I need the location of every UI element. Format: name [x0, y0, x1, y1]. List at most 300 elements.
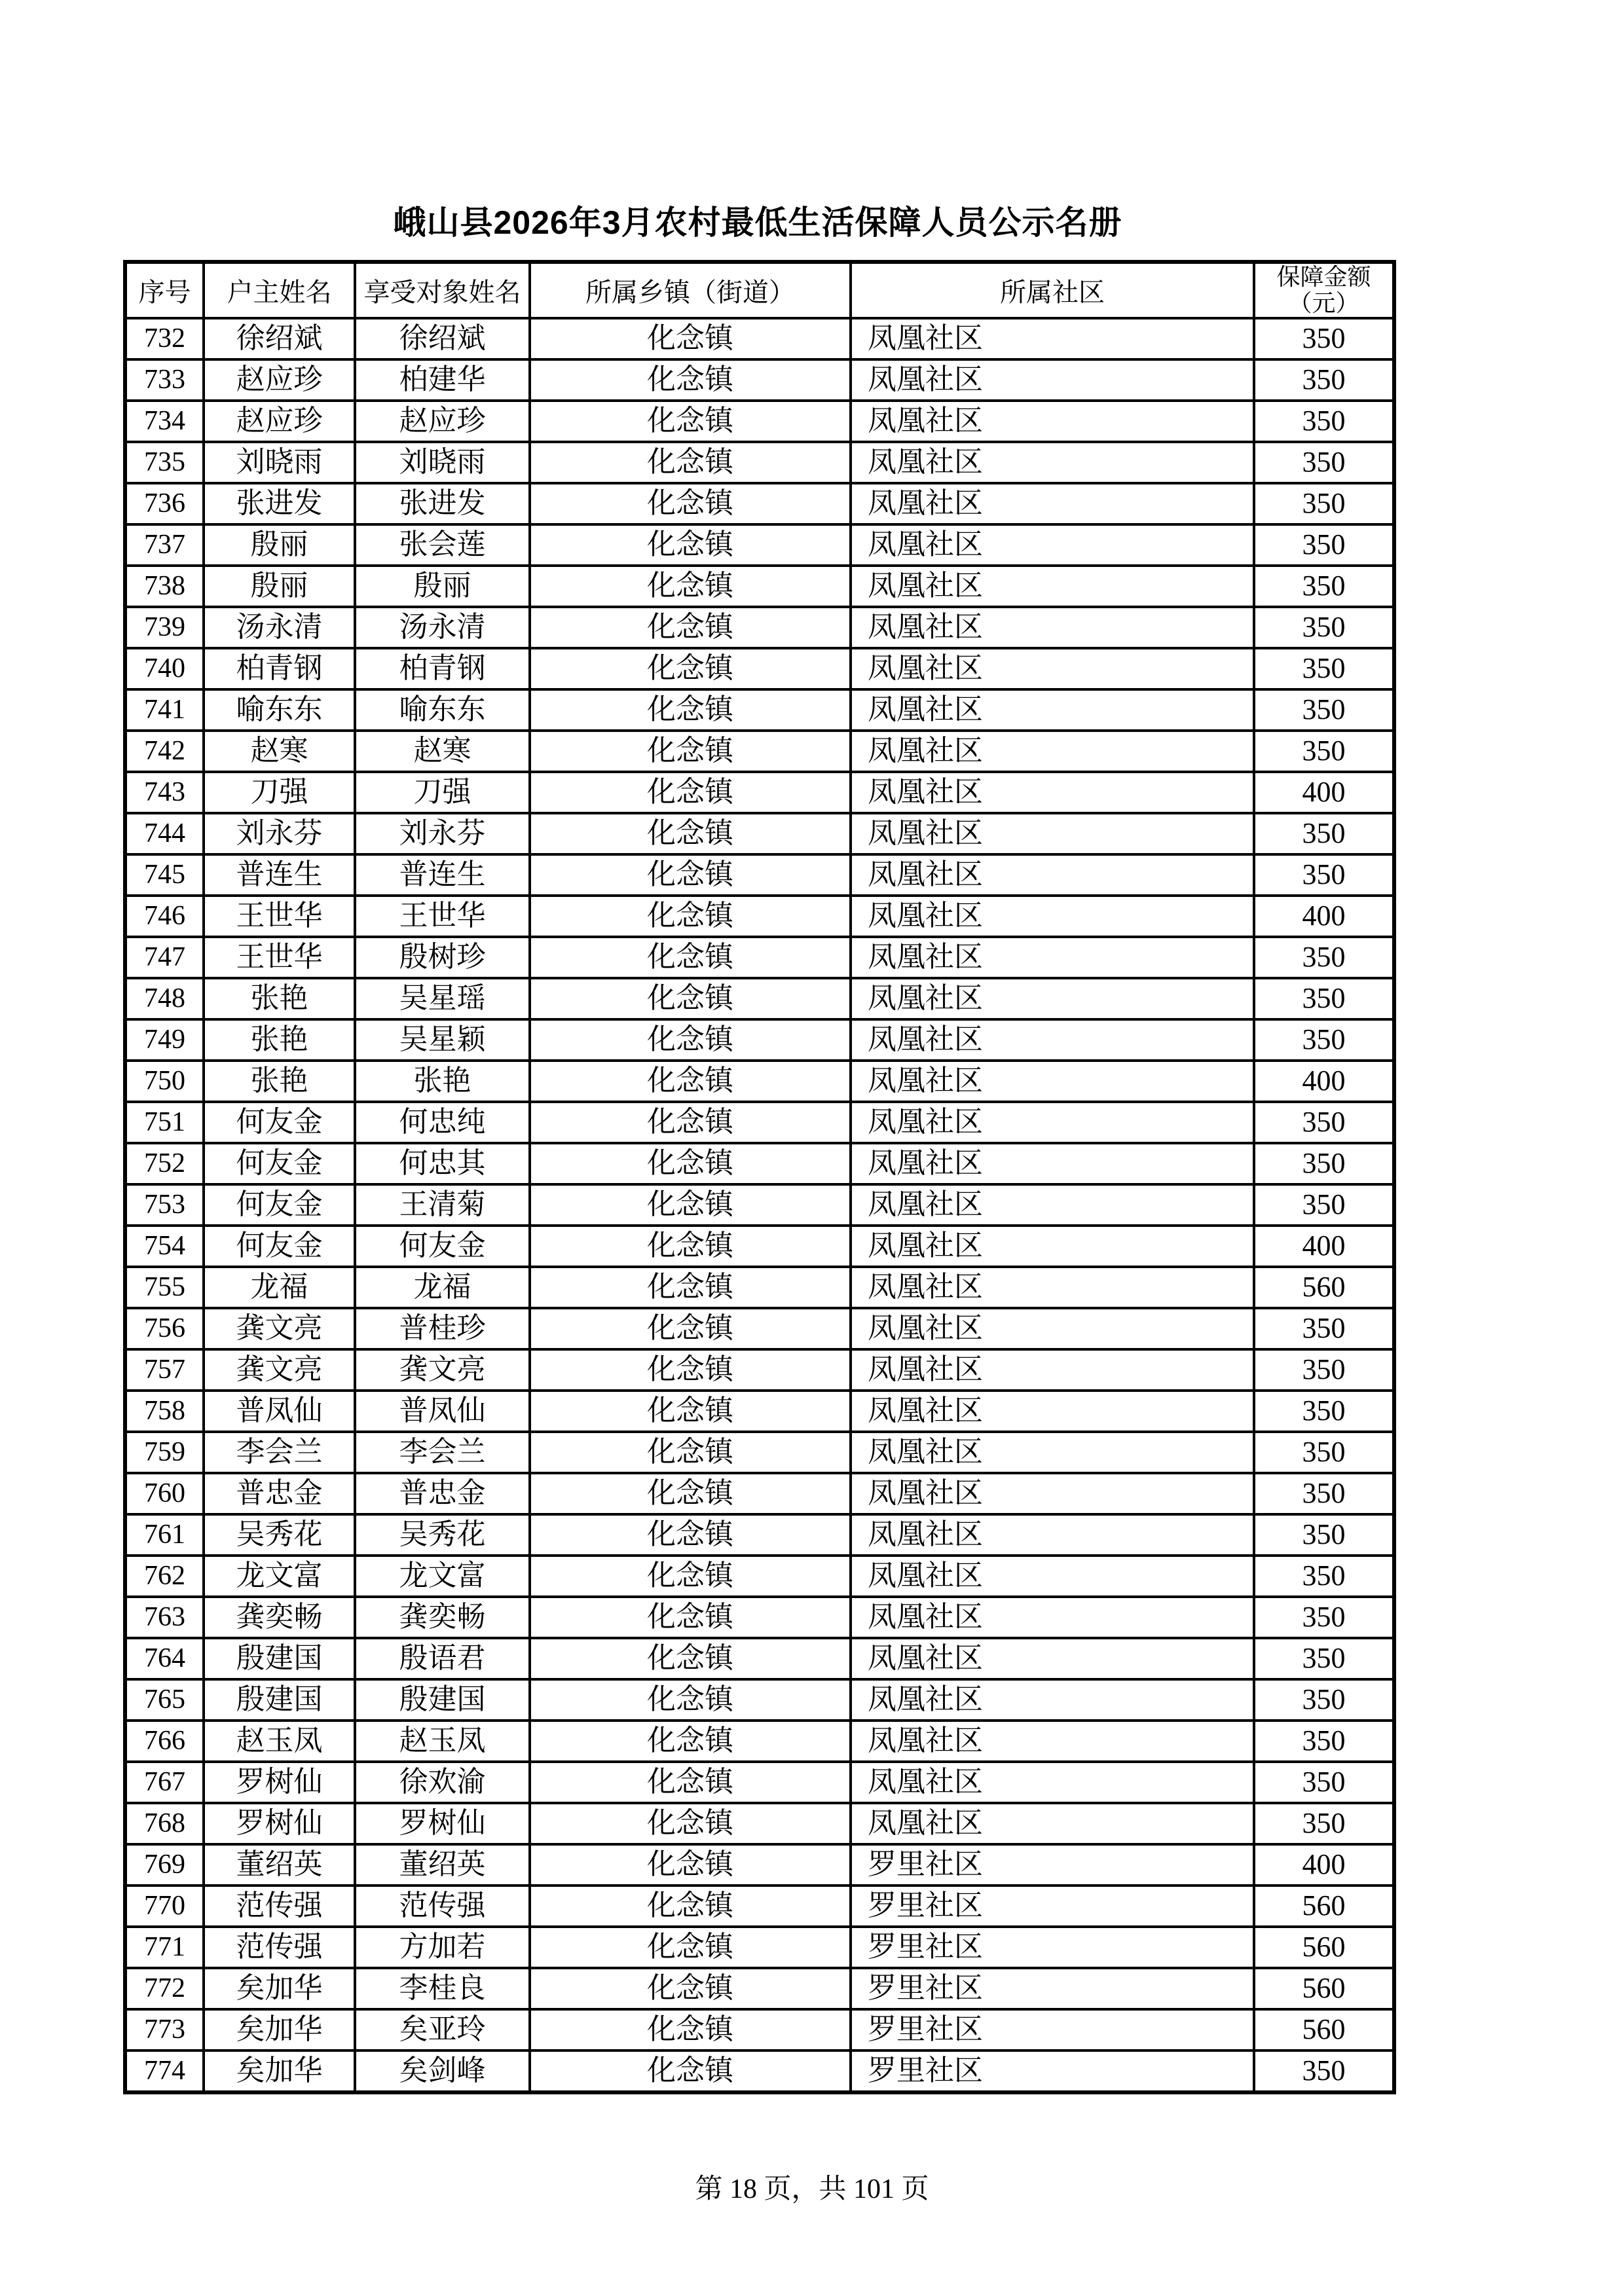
cell-amount: 350 [1254, 1597, 1394, 1638]
cell-amount: 350 [1254, 442, 1394, 483]
cell-beneficiary: 李会兰 [355, 1432, 530, 1473]
cell-beneficiary: 吴秀花 [355, 1514, 530, 1556]
cell-beneficiary: 吴星颖 [355, 1019, 530, 1061]
cell-amount: 350 [1254, 1803, 1394, 1844]
cell-householder: 普忠金 [204, 1473, 355, 1514]
cell-amount: 350 [1254, 1473, 1394, 1514]
cell-householder: 张艳 [204, 1019, 355, 1061]
cell-town: 化念镇 [530, 813, 851, 854]
header-row [125, 262, 1394, 318]
cell-amount: 350 [1254, 2050, 1394, 2092]
cell-community: 罗里社区 [851, 2009, 1254, 2050]
cell-amount: 350 [1254, 813, 1394, 854]
cell-serial: 760 [125, 1473, 204, 1514]
cell-beneficiary: 龚奕畅 [355, 1597, 530, 1638]
cell-householder: 普连生 [204, 854, 355, 896]
cell-amount: 400 [1254, 1844, 1394, 1886]
cell-beneficiary: 张艳 [355, 1061, 530, 1102]
table-row [125, 937, 1394, 978]
cell-beneficiary: 喻东东 [355, 689, 530, 731]
table-row [125, 1679, 1394, 1721]
cell-beneficiary: 赵应珍 [355, 401, 530, 442]
cell-town: 化念镇 [530, 1061, 851, 1102]
cell-town: 化念镇 [530, 1391, 851, 1432]
cell-community: 凤凰社区 [851, 1762, 1254, 1803]
cell-beneficiary: 张会莲 [355, 524, 530, 566]
cell-community: 凤凰社区 [851, 813, 1254, 854]
table-row [125, 2050, 1394, 2092]
cell-householder: 殷丽 [204, 524, 355, 566]
cell-community: 凤凰社区 [851, 1432, 1254, 1473]
cell-amount: 350 [1254, 607, 1394, 648]
cell-serial: 749 [125, 1019, 204, 1061]
cell-beneficiary: 李桂良 [355, 1968, 530, 2009]
cell-community: 凤凰社区 [851, 1308, 1254, 1349]
cell-serial: 736 [125, 483, 204, 524]
cell-householder: 殷丽 [204, 566, 355, 607]
table-row [125, 1762, 1394, 1803]
cell-serial: 744 [125, 813, 204, 854]
cell-beneficiary: 普桂珍 [355, 1308, 530, 1349]
cell-beneficiary: 罗树仙 [355, 1803, 530, 1844]
cell-amount: 400 [1254, 772, 1394, 813]
table-row [125, 1968, 1394, 2009]
cell-beneficiary: 普忠金 [355, 1473, 530, 1514]
cell-town: 化念镇 [530, 1597, 851, 1638]
cell-serial: 771 [125, 1927, 204, 1968]
cell-householder: 张艳 [204, 1061, 355, 1102]
cell-town: 化念镇 [530, 1886, 851, 1927]
header-serial: 序号 [125, 262, 204, 318]
cell-amount: 400 [1254, 896, 1394, 937]
cell-town: 化念镇 [530, 1102, 851, 1143]
table-row [125, 1061, 1394, 1102]
table-row [125, 1721, 1394, 1762]
cell-community: 凤凰社区 [851, 1267, 1254, 1308]
cell-town: 化念镇 [530, 524, 851, 566]
table-row [125, 1267, 1394, 1308]
cell-community: 凤凰社区 [851, 1391, 1254, 1432]
cell-town: 化念镇 [530, 1143, 851, 1184]
cell-serial: 745 [125, 854, 204, 896]
cell-householder: 董绍英 [204, 1844, 355, 1886]
cell-householder: 殷建国 [204, 1679, 355, 1721]
table-row [125, 648, 1394, 689]
cell-community: 凤凰社区 [851, 896, 1254, 937]
cell-householder: 龙文富 [204, 1556, 355, 1597]
cell-town: 化念镇 [530, 2009, 851, 2050]
table-row [125, 1473, 1394, 1514]
cell-serial: 762 [125, 1556, 204, 1597]
cell-householder: 矣加华 [204, 2009, 355, 2050]
cell-amount: 560 [1254, 1927, 1394, 1968]
cell-amount: 560 [1254, 1968, 1394, 2009]
cell-community: 凤凰社区 [851, 854, 1254, 896]
cell-householder: 刘晓雨 [204, 442, 355, 483]
cell-town: 化念镇 [530, 1432, 851, 1473]
roster-table [123, 260, 1396, 2094]
cell-amount: 350 [1254, 854, 1394, 896]
table-row [125, 1184, 1394, 1226]
table-row [125, 1143, 1394, 1184]
cell-amount: 560 [1254, 2009, 1394, 2050]
cell-serial: 773 [125, 2009, 204, 2050]
cell-householder: 龚奕畅 [204, 1597, 355, 1638]
table-row [125, 896, 1394, 937]
cell-community: 凤凰社区 [851, 772, 1254, 813]
cell-community: 凤凰社区 [851, 1556, 1254, 1597]
cell-town: 化念镇 [530, 1267, 851, 1308]
cell-beneficiary: 赵寒 [355, 731, 530, 772]
cell-community: 凤凰社区 [851, 1061, 1254, 1102]
page-footer: 第 18 页，共 101 页 [695, 2174, 929, 2204]
cell-amount: 400 [1254, 1226, 1394, 1267]
cell-community: 凤凰社区 [851, 1638, 1254, 1679]
table-row [125, 2009, 1394, 2050]
cell-amount: 560 [1254, 1267, 1394, 1308]
cell-amount: 400 [1254, 1061, 1394, 1102]
cell-town: 化念镇 [530, 1844, 851, 1886]
cell-serial: 761 [125, 1514, 204, 1556]
cell-serial: 770 [125, 1886, 204, 1927]
header-community: 所属社区 [851, 262, 1254, 318]
table-row [125, 1597, 1394, 1638]
cell-community: 罗里社区 [851, 1886, 1254, 1927]
cell-town: 化念镇 [530, 978, 851, 1019]
cell-householder: 徐绍斌 [204, 318, 355, 359]
cell-householder: 王世华 [204, 896, 355, 937]
cell-householder: 张艳 [204, 978, 355, 1019]
table-row [125, 359, 1394, 401]
cell-town: 化念镇 [530, 1019, 851, 1061]
cell-householder: 罗树仙 [204, 1762, 355, 1803]
cell-amount: 350 [1254, 483, 1394, 524]
cell-householder: 刘永芬 [204, 813, 355, 854]
cell-community: 凤凰社区 [851, 689, 1254, 731]
cell-amount: 350 [1254, 1638, 1394, 1679]
table-row [125, 1803, 1394, 1844]
cell-beneficiary: 柏青钢 [355, 648, 530, 689]
cell-community: 凤凰社区 [851, 1803, 1254, 1844]
cell-amount: 350 [1254, 1514, 1394, 1556]
table-row [125, 1391, 1394, 1432]
cell-householder: 汤永清 [204, 607, 355, 648]
cell-town: 化念镇 [530, 1473, 851, 1514]
table-row [125, 566, 1394, 607]
cell-beneficiary: 赵玉凤 [355, 1721, 530, 1762]
cell-beneficiary: 龚文亮 [355, 1349, 530, 1391]
cell-serial: 754 [125, 1226, 204, 1267]
table-row [125, 442, 1394, 483]
cell-community: 凤凰社区 [851, 401, 1254, 442]
cell-town: 化念镇 [530, 1721, 851, 1762]
cell-community: 罗里社区 [851, 1927, 1254, 1968]
cell-town: 化念镇 [530, 483, 851, 524]
cell-beneficiary: 龙文富 [355, 1556, 530, 1597]
cell-serial: 772 [125, 1968, 204, 2009]
cell-community: 凤凰社区 [851, 1226, 1254, 1267]
cell-community: 凤凰社区 [851, 1597, 1254, 1638]
cell-serial: 774 [125, 2050, 204, 2092]
cell-serial: 750 [125, 1061, 204, 1102]
cell-householder: 矣加华 [204, 2050, 355, 2092]
cell-town: 化念镇 [530, 648, 851, 689]
header-amount-line2: （元） [1288, 290, 1359, 317]
cell-beneficiary: 殷语君 [355, 1638, 530, 1679]
cell-amount: 350 [1254, 1432, 1394, 1473]
cell-serial: 766 [125, 1721, 204, 1762]
cell-amount: 350 [1254, 1019, 1394, 1061]
cell-beneficiary: 吴星瑶 [355, 978, 530, 1019]
cell-town: 化念镇 [530, 1184, 851, 1226]
cell-beneficiary: 方加若 [355, 1927, 530, 1968]
cell-beneficiary: 龙福 [355, 1267, 530, 1308]
cell-beneficiary: 何忠其 [355, 1143, 530, 1184]
table-row [125, 1019, 1394, 1061]
cell-town: 化念镇 [530, 937, 851, 978]
cell-beneficiary: 矣剑峰 [355, 2050, 530, 2092]
cell-serial: 746 [125, 896, 204, 937]
cell-amount: 350 [1254, 1391, 1394, 1432]
cell-serial: 741 [125, 689, 204, 731]
cell-community: 凤凰社区 [851, 1473, 1254, 1514]
cell-beneficiary: 普凤仙 [355, 1391, 530, 1432]
cell-town: 化念镇 [530, 607, 851, 648]
cell-serial: 735 [125, 442, 204, 483]
cell-householder: 李会兰 [204, 1432, 355, 1473]
cell-serial: 757 [125, 1349, 204, 1391]
cell-beneficiary: 何忠纯 [355, 1102, 530, 1143]
cell-community: 凤凰社区 [851, 1019, 1254, 1061]
cell-town: 化念镇 [530, 1968, 851, 2009]
cell-amount: 350 [1254, 524, 1394, 566]
table-row [125, 731, 1394, 772]
cell-beneficiary: 董绍英 [355, 1844, 530, 1886]
cell-amount: 350 [1254, 731, 1394, 772]
cell-householder: 龚文亮 [204, 1349, 355, 1391]
cell-amount: 350 [1254, 1679, 1394, 1721]
cell-serial: 734 [125, 401, 204, 442]
cell-community: 凤凰社区 [851, 1349, 1254, 1391]
cell-beneficiary: 刘永芬 [355, 813, 530, 854]
cell-beneficiary: 殷树珍 [355, 937, 530, 978]
cell-town: 化念镇 [530, 2050, 851, 2092]
cell-amount: 350 [1254, 318, 1394, 359]
cell-town: 化念镇 [530, 854, 851, 896]
cell-amount: 350 [1254, 566, 1394, 607]
table-row [125, 1432, 1394, 1473]
cell-town: 化念镇 [530, 1927, 851, 1968]
cell-serial: 747 [125, 937, 204, 978]
header-amount [1254, 262, 1394, 318]
cell-serial: 758 [125, 1391, 204, 1432]
table-row [125, 772, 1394, 813]
cell-community: 凤凰社区 [851, 607, 1254, 648]
cell-community: 凤凰社区 [851, 318, 1254, 359]
cell-town: 化念镇 [530, 1803, 851, 1844]
cell-beneficiary: 王清菊 [355, 1184, 530, 1226]
cell-serial: 767 [125, 1762, 204, 1803]
cell-householder: 吴秀花 [204, 1514, 355, 1556]
cell-beneficiary: 徐欢渝 [355, 1762, 530, 1803]
cell-amount: 350 [1254, 1349, 1394, 1391]
cell-town: 化念镇 [530, 1308, 851, 1349]
cell-householder: 喻东东 [204, 689, 355, 731]
cell-town: 化念镇 [530, 1226, 851, 1267]
table-row [125, 1226, 1394, 1267]
cell-amount: 350 [1254, 978, 1394, 1019]
cell-community: 凤凰社区 [851, 524, 1254, 566]
cell-community: 罗里社区 [851, 1844, 1254, 1886]
cell-community: 罗里社区 [851, 2050, 1254, 2092]
cell-amount: 350 [1254, 1556, 1394, 1597]
table-row [125, 1556, 1394, 1597]
cell-town: 化念镇 [530, 1349, 851, 1391]
cell-amount: 350 [1254, 1184, 1394, 1226]
table-row [125, 607, 1394, 648]
cell-serial: 739 [125, 607, 204, 648]
cell-serial: 751 [125, 1102, 204, 1143]
table-row [125, 1886, 1394, 1927]
cell-amount: 350 [1254, 1102, 1394, 1143]
table-row [125, 1102, 1394, 1143]
table-row [125, 854, 1394, 896]
cell-community: 凤凰社区 [851, 648, 1254, 689]
cell-beneficiary: 王世华 [355, 896, 530, 937]
cell-community: 凤凰社区 [851, 1721, 1254, 1762]
table-row [125, 401, 1394, 442]
cell-serial: 743 [125, 772, 204, 813]
cell-householder: 张进发 [204, 483, 355, 524]
cell-amount: 350 [1254, 401, 1394, 442]
cell-community: 凤凰社区 [851, 731, 1254, 772]
cell-serial: 733 [125, 359, 204, 401]
header-householder: 户主姓名 [204, 262, 355, 318]
table-row [125, 1927, 1394, 1968]
cell-serial: 742 [125, 731, 204, 772]
cell-town: 化念镇 [530, 1514, 851, 1556]
cell-beneficiary: 矣亚玲 [355, 2009, 530, 2050]
cell-amount: 350 [1254, 359, 1394, 401]
cell-beneficiary: 普连生 [355, 854, 530, 896]
cell-householder: 龙福 [204, 1267, 355, 1308]
cell-community: 凤凰社区 [851, 566, 1254, 607]
table-row [125, 1308, 1394, 1349]
cell-town: 化念镇 [530, 442, 851, 483]
cell-town: 化念镇 [530, 772, 851, 813]
cell-householder: 龚文亮 [204, 1308, 355, 1349]
cell-householder: 何友金 [204, 1102, 355, 1143]
table-row [125, 1349, 1394, 1391]
cell-serial: 769 [125, 1844, 204, 1886]
cell-amount: 350 [1254, 1143, 1394, 1184]
cell-serial: 756 [125, 1308, 204, 1349]
cell-beneficiary: 刀强 [355, 772, 530, 813]
cell-householder: 王世华 [204, 937, 355, 978]
cell-town: 化念镇 [530, 689, 851, 731]
cell-serial: 755 [125, 1267, 204, 1308]
cell-serial: 748 [125, 978, 204, 1019]
cell-amount: 350 [1254, 648, 1394, 689]
cell-beneficiary: 徐绍斌 [355, 318, 530, 359]
cell-serial: 763 [125, 1597, 204, 1638]
cell-community: 凤凰社区 [851, 1143, 1254, 1184]
cell-community: 凤凰社区 [851, 442, 1254, 483]
cell-householder: 赵寒 [204, 731, 355, 772]
table-row [125, 689, 1394, 731]
cell-beneficiary: 张进发 [355, 483, 530, 524]
cell-beneficiary: 柏建华 [355, 359, 530, 401]
cell-amount: 350 [1254, 1308, 1394, 1349]
cell-householder: 范传强 [204, 1886, 355, 1927]
header-amount-line1: 保障金额 [1276, 264, 1371, 290]
document-title: 峨山县2026年3月农村最低生活保障人员公示名册 [393, 204, 1122, 241]
cell-householder: 赵玉凤 [204, 1721, 355, 1762]
cell-community: 凤凰社区 [851, 1679, 1254, 1721]
cell-beneficiary: 刘晓雨 [355, 442, 530, 483]
cell-serial: 753 [125, 1184, 204, 1226]
cell-town: 化念镇 [530, 566, 851, 607]
cell-town: 化念镇 [530, 359, 851, 401]
table-row [125, 318, 1394, 359]
table-row [125, 524, 1394, 566]
cell-amount: 350 [1254, 1762, 1394, 1803]
cell-amount: 350 [1254, 1721, 1394, 1762]
table-row [125, 1638, 1394, 1679]
cell-community: 罗里社区 [851, 1968, 1254, 2009]
cell-community: 凤凰社区 [851, 1102, 1254, 1143]
cell-serial: 732 [125, 318, 204, 359]
cell-town: 化念镇 [530, 318, 851, 359]
cell-beneficiary: 殷建国 [355, 1679, 530, 1721]
table-header [125, 262, 1394, 318]
cell-serial: 738 [125, 566, 204, 607]
cell-serial: 740 [125, 648, 204, 689]
cell-householder: 刀强 [204, 772, 355, 813]
cell-beneficiary: 何友金 [355, 1226, 530, 1267]
cell-amount: 350 [1254, 937, 1394, 978]
cell-serial: 737 [125, 524, 204, 566]
cell-amount: 350 [1254, 689, 1394, 731]
cell-town: 化念镇 [530, 1638, 851, 1679]
cell-householder: 普凤仙 [204, 1391, 355, 1432]
cell-town: 化念镇 [530, 1556, 851, 1597]
cell-serial: 764 [125, 1638, 204, 1679]
cell-community: 凤凰社区 [851, 1514, 1254, 1556]
header-beneficiary: 享受对象姓名 [355, 262, 530, 318]
cell-householder: 柏青钢 [204, 648, 355, 689]
cell-community: 凤凰社区 [851, 978, 1254, 1019]
cell-serial: 765 [125, 1679, 204, 1721]
table-row [125, 1514, 1394, 1556]
cell-serial: 759 [125, 1432, 204, 1473]
cell-householder: 何友金 [204, 1143, 355, 1184]
cell-householder: 矣加华 [204, 1968, 355, 2009]
table-row [125, 483, 1394, 524]
cell-householder: 范传强 [204, 1927, 355, 1968]
cell-town: 化念镇 [530, 896, 851, 937]
cell-beneficiary: 汤永清 [355, 607, 530, 648]
cell-householder: 罗树仙 [204, 1803, 355, 1844]
cell-community: 凤凰社区 [851, 359, 1254, 401]
cell-householder: 赵应珍 [204, 359, 355, 401]
cell-serial: 752 [125, 1143, 204, 1184]
table-row [125, 1844, 1394, 1886]
cell-beneficiary: 殷丽 [355, 566, 530, 607]
cell-town: 化念镇 [530, 731, 851, 772]
cell-householder: 何友金 [204, 1184, 355, 1226]
cell-community: 凤凰社区 [851, 1184, 1254, 1226]
